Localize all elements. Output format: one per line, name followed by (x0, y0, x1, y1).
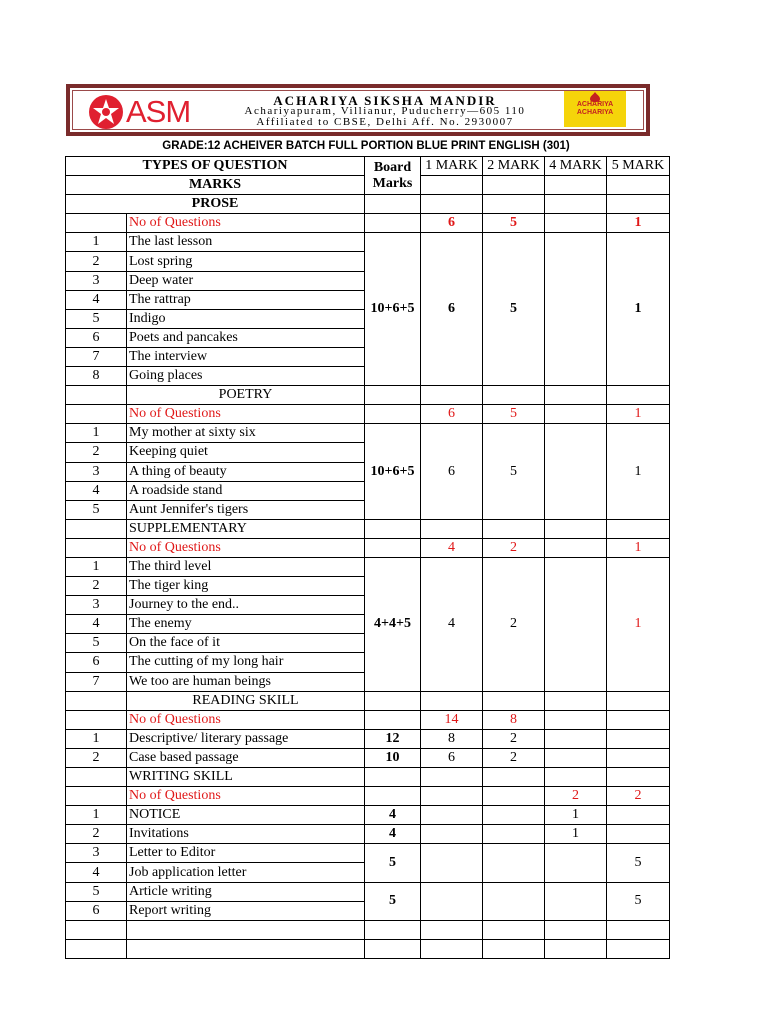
chapter-name: The rattrap (127, 290, 365, 309)
no-of-questions-label: No of Questions (127, 538, 365, 557)
prose-heading: PROSE (66, 195, 365, 214)
chapter-name: We too are human beings (127, 672, 365, 691)
table-row: 3 Deep water (66, 271, 670, 290)
chapter-name: Poets and pancakes (127, 328, 365, 347)
table-row: 4 A roadside stand (66, 481, 670, 500)
school-name: ACHARIYA SIKSHA MANDIR (273, 93, 497, 108)
no-of-questions-label: No of Questions (127, 787, 365, 806)
chapter-name: The tiger king (127, 577, 365, 596)
two-mark-value: 2 (483, 729, 545, 748)
table-row: 4 The enemy (66, 615, 670, 634)
no-of-questions-row (66, 405, 670, 424)
five-mark-value: 5 (607, 882, 670, 920)
table-row: 4 The rattrap (66, 290, 670, 309)
chapter-name: My mother at sixty six (127, 424, 365, 443)
prose-noq-1mark: 6 (421, 214, 483, 233)
skill-name: NOTICE (127, 806, 365, 825)
blueprint-table (65, 156, 670, 959)
table-row: 2 Lost spring (66, 252, 670, 271)
chapter-name: Keeping quiet (127, 443, 365, 462)
board-marks: 4 (365, 806, 421, 825)
one-mark-value: 8 (421, 729, 483, 748)
board-marks: 12 (365, 729, 421, 748)
chapter-name: The last lesson (127, 233, 365, 252)
table-row: 4 Job application letter (66, 863, 670, 882)
prose-noq-2mark: 5 (483, 214, 545, 233)
four-mark-header: 4 MARK (545, 157, 607, 176)
table-row: 7 The interview (66, 347, 670, 366)
table-row: 6 The cutting of my long hair (66, 653, 670, 672)
no-of-questions-label: No of Questions (127, 710, 365, 729)
marks-header: MARKS (66, 176, 365, 195)
table-row: 3 Journey to the end.. (66, 596, 670, 615)
chapter-name: Journey to the end.. (127, 596, 365, 615)
board-header-line2: Marks (372, 175, 413, 191)
asm-logo-text: ASM (126, 94, 191, 129)
section-heading-row (66, 691, 670, 710)
reading-heading: READING SKILL (127, 691, 365, 710)
table-row: 2 The tiger king (66, 577, 670, 596)
supplementary-1mark: 4 (421, 557, 483, 691)
chapter-name: Going places (127, 367, 365, 386)
no-of-questions-label: No of Questions (127, 405, 365, 424)
poetry-2mark: 5 (483, 424, 545, 519)
table-row: 7 We too are human beings (66, 672, 670, 691)
two-mark-value: 2 (483, 748, 545, 767)
five-mark-value: 5 (607, 844, 670, 882)
prose-noq-5mark: 1 (607, 214, 670, 233)
table-row: 5 On the face of it (66, 634, 670, 653)
section-heading-row (66, 519, 670, 538)
table-row: 6 Poets and pancakes (66, 328, 670, 347)
skill-name: Article writing (127, 882, 365, 901)
prose-2mark: 5 (483, 233, 545, 386)
poetry-1mark: 6 (421, 424, 483, 519)
table-row: 5 Indigo (66, 309, 670, 328)
skill-name: Letter to Editor (127, 844, 365, 863)
table-row: 2 Invitations 4 1 (66, 825, 670, 844)
writing-noq-5mark: 2 (607, 787, 670, 806)
chapter-name: The third level (127, 557, 365, 576)
table-row: 2 Keeping quiet (66, 443, 670, 462)
section-heading-row (66, 768, 670, 787)
board-marks: 4 (365, 825, 421, 844)
chapter-name: The enemy (127, 615, 365, 634)
supplementary-noq-1mark: 4 (421, 538, 483, 557)
reading-noq-1mark: 14 (421, 710, 483, 729)
section-heading-row (66, 386, 670, 405)
poetry-noq-2mark: 5 (483, 405, 545, 424)
prose-5mark: 1 (607, 233, 670, 386)
supplementary-heading: SUPPLEMENTARY (127, 519, 365, 538)
asm-star-logo-icon (88, 94, 124, 130)
writing-noq-4mark: 2 (545, 787, 607, 806)
one-mark-header: 1 MARK (421, 157, 483, 176)
no-of-questions-row (66, 787, 670, 806)
table-row: 3 A thing of beauty (66, 462, 670, 481)
skill-name: Job application letter (127, 863, 365, 882)
skill-name: Descriptive/ literary passage (127, 729, 365, 748)
two-mark-header: 2 MARK (483, 157, 545, 176)
table-row: 8 Going places (66, 367, 670, 386)
chapter-name: Deep water (127, 271, 365, 290)
no-of-questions-row (66, 538, 670, 557)
table-row: 3 Letter to Editor 5 5 (66, 844, 670, 863)
achariya-logo-text-1: ACHARIYA (576, 101, 614, 108)
skill-name: Case based passage (127, 748, 365, 767)
table-row: 6 Report writing (66, 901, 670, 920)
section-heading-row (66, 195, 670, 214)
table-row: 5 Article writing 5 5 (66, 882, 670, 901)
chapter-name: A thing of beauty (127, 462, 365, 481)
supplementary-5mark: 1 (607, 557, 670, 691)
achariya-logo-text-2: ACHARIYA (576, 109, 614, 116)
five-mark-header: 5 MARK (607, 157, 670, 176)
reading-noq-2mark: 8 (483, 710, 545, 729)
school-banner (66, 84, 650, 136)
chapter-name: The cutting of my long hair (127, 653, 365, 672)
table-row: 1 The last lesson 10+6+5 6 5 1 (66, 233, 670, 252)
poetry-5mark: 1 (607, 424, 670, 519)
no-of-questions-row (66, 710, 670, 729)
chapter-name: Aunt Jennifer's tigers (127, 500, 365, 519)
table-header-row (66, 157, 670, 176)
table-row: 5 Aunt Jennifer's tigers (66, 500, 670, 519)
skill-name: Report writing (127, 901, 365, 920)
school-info (220, 95, 550, 128)
achariya-logo (564, 91, 626, 127)
prose-board-marks: 10+6+5 (365, 233, 421, 386)
chapter-name: On the face of it (127, 634, 365, 653)
supplementary-board-marks: 4+4+5 (365, 557, 421, 691)
board-marks-header (365, 157, 421, 195)
empty-row (66, 939, 670, 958)
board-marks: 10 (365, 748, 421, 767)
poetry-noq-5mark: 1 (607, 405, 670, 424)
writing-heading: WRITING SKILL (127, 768, 365, 787)
board-marks: 5 (365, 882, 421, 920)
table-row: 1 The third level 4+4+5 4 2 1 (66, 557, 670, 576)
supplementary-noq-2mark: 2 (483, 538, 545, 557)
table-row: 1 Descriptive/ literary passage 12 8 2 (66, 729, 670, 748)
skill-name: Invitations (127, 825, 365, 844)
empty-row (66, 920, 670, 939)
table-row: 2 Case based passage 10 6 2 (66, 748, 670, 767)
no-of-questions-row (66, 214, 670, 233)
chapter-name: A roadside stand (127, 481, 365, 500)
poetry-noq-1mark: 6 (421, 405, 483, 424)
table-row: 1 NOTICE 4 1 (66, 806, 670, 825)
chapter-name: Lost spring (127, 252, 365, 271)
supplementary-2mark: 2 (483, 557, 545, 691)
poetry-heading: POETRY (127, 386, 365, 405)
board-marks: 5 (365, 844, 421, 882)
supplementary-noq-5mark: 1 (607, 538, 670, 557)
school-address: Achariyapuram, Villianur, Puducherry—605 110 (244, 105, 526, 117)
document-title: GRADE:12 ACHEIVER BATCH FULL PORTION BLUE PRINT ENGLISH (301) (162, 140, 570, 152)
four-mark-value: 1 (545, 806, 607, 825)
chapter-name: The interview (127, 347, 365, 366)
chapter-name: Indigo (127, 309, 365, 328)
one-mark-value: 6 (421, 748, 483, 767)
school-affiliation: Affiliated to CBSE, Delhi Aff. No. 2930007 (256, 116, 514, 128)
poetry-board-marks: 10+6+5 (365, 424, 421, 519)
table-row: 1 My mother at sixty six 10+6+5 6 5 1 (66, 424, 670, 443)
types-of-question-header: TYPES OF QUESTION (66, 157, 365, 176)
no-of-questions-label: No of Questions (127, 214, 365, 233)
four-mark-value: 1 (545, 825, 607, 844)
prose-1mark: 6 (421, 233, 483, 386)
board-header-line1: Board (373, 159, 412, 175)
